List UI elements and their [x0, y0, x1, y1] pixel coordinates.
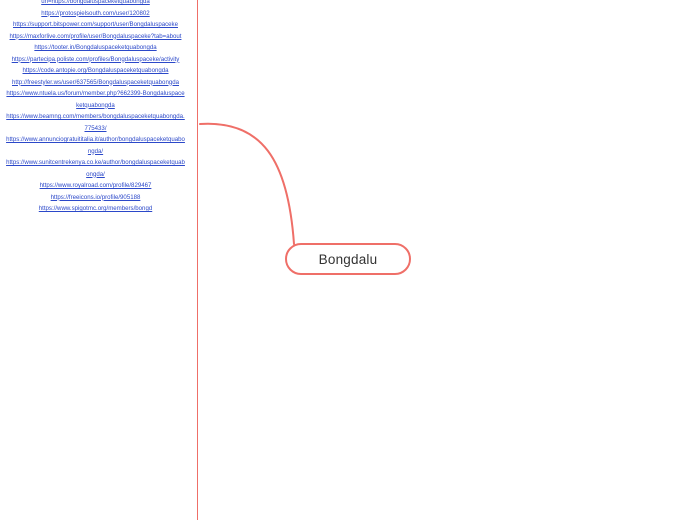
note-link[interactable]: https://www.royalroad.com/profile/829467: [39, 182, 152, 189]
note-topic[interactable]: [0, 0, 198, 520]
note-link[interactable]: https://www.ntuela.us/forum/member.php?662399-Bongdaluspaceketquabongda: [6, 90, 185, 109]
note-link[interactable]: http://freestyler.ws/user/637565/Bongdaluspaceketquabongda: [11, 78, 180, 86]
note-link[interactable]: https://www.sunitcentrekenya.co.ke/author/bongdaluspaceketquabongda/: [6, 159, 185, 178]
connector-line: [200, 124, 294, 244]
note-link[interactable]: https://www.annunciogratuititalia.it/author/bongdaluspaceketquabongda/: [6, 136, 185, 155]
note-link[interactable]: https://www.spigotmc.org/members/bongd: [38, 205, 153, 212]
note-link-list: [6, 0, 185, 215]
note-link[interactable]: https://support.bitspower.com/support/user/Bongdaluspaceke: [13, 21, 178, 28]
note-link[interactable]: https://partecipa.poliste.com/profiles/Bongdaluspaceke/activity: [11, 55, 180, 63]
note-link[interactable]: https://code.antopie.org/Bongdaluspaceketquabongda: [22, 67, 169, 74]
note-link[interactable]: https://maxforlive.com/profile/user/Bongdaluspaceke?tab=about: [9, 32, 182, 40]
central-topic[interactable]: [285, 243, 411, 275]
note-link[interactable]: https://www.beamng.com/members/bongdaluspaceketquabongda.775433/: [6, 113, 185, 132]
note-link[interactable]: url=https://bongdaluspaceketquabongda: [41, 0, 150, 5]
note-link[interactable]: https://protospielsouth.com/user/120802: [41, 9, 150, 17]
note-link[interactable]: https://tooter.in/Bongdaluspaceketquabongda: [34, 44, 157, 51]
note-link[interactable]: https://freeicons.io/profile/905188: [50, 193, 141, 201]
central-topic-label: Bongdalu: [318, 251, 378, 267]
